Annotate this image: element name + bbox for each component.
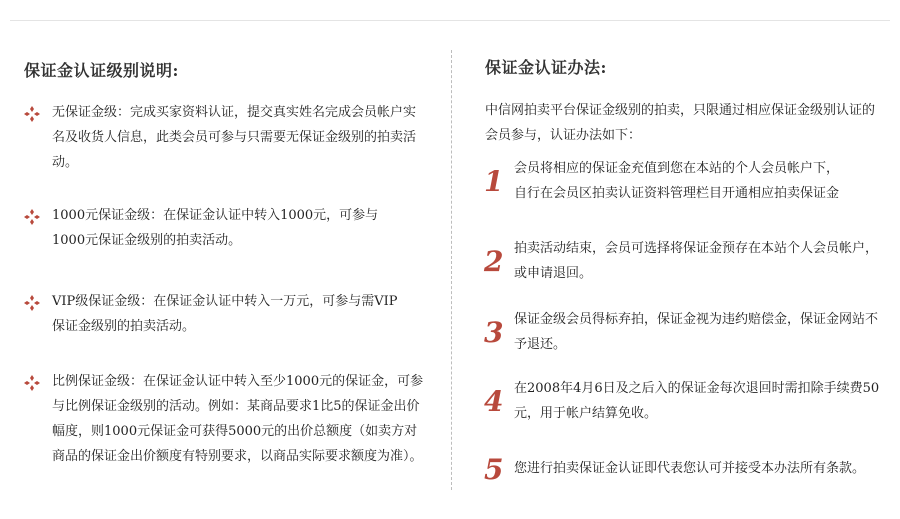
step-text-line: 在2008年4月6日及之后入的保证金每次退回时需扣除手续费50元，用于帐户结算免收。	[514, 381, 880, 421]
step-number: 4	[484, 385, 504, 418]
four-diamond-cross-icon	[24, 375, 40, 391]
step-number: 2	[484, 245, 504, 278]
step-text-line: 保证金级会员得标弃拍，保证金视为违约赔偿金，保证金网站不予退还。	[514, 312, 879, 352]
right-section-title: 保证金认证办法:	[485, 58, 607, 77]
step-text-line: 会员将相应的保证金充值到您在本站的个人会员帐户下，	[514, 161, 840, 176]
step-4	[484, 376, 884, 426]
level-item-no-deposit	[24, 100, 424, 175]
step-3	[484, 307, 884, 357]
level-item-text: VIP级保证金级：在保证金认证中转入一万元，可参与需VIP保证金级别的拍卖活动。	[52, 294, 398, 334]
level-item-text: 1000元保证金级：在保证金认证中转入1000元，可参与1000元保证金级别的拍卖活动。	[52, 208, 379, 248]
level-item-text: 比例保证金级：在保证金认证中转入至少1000元的保证金，可参与比例保证金级别的活动。例如：某商品要求1比5的保证金出价幅度，则1000元保证金可获得5000元的出价总额度（如卖方对商品的保证金出价额度有特别要求，以商品实际要求额度为准）。	[52, 374, 424, 464]
top-divider	[10, 20, 890, 21]
four-diamond-cross-icon	[24, 295, 40, 311]
level-item-text: 无保证金级：完成买家资料认证，提交真实姓名完成会员帐户实名及收货人信息，此类会员可参与只需要无保证金级别的拍卖活动。	[52, 105, 417, 170]
step-text-line: 自行在会员区拍卖认证资料管理栏目开通相应拍卖保证金	[514, 186, 840, 201]
level-item-ratio	[24, 369, 424, 469]
step-number: 5	[484, 453, 504, 486]
level-item-vip	[24, 289, 424, 339]
left-section-title: 保证金认证级别说明:	[24, 61, 179, 80]
four-diamond-cross-icon	[24, 209, 40, 225]
step-number: 3	[484, 316, 504, 349]
level-item-1000	[24, 203, 424, 253]
certification-intro: 中信网拍卖平台保证金级别的拍卖，只限通过相应保证金级别认证的会员参与，认证办法如下：	[485, 103, 876, 143]
column-divider	[451, 50, 452, 490]
step-text-line: 拍卖活动结束，会员可选择将保证金预存在本站个人会员帐户，或申请退回。	[514, 241, 879, 281]
step-1	[484, 156, 894, 206]
step-5	[484, 453, 894, 486]
step-number: 1	[484, 165, 504, 198]
four-diamond-cross-icon	[24, 106, 40, 122]
step-2	[484, 236, 884, 286]
step-text-line: 您进行拍卖保证金认证即代表您认可并接受本办法所有条款。	[514, 461, 866, 476]
